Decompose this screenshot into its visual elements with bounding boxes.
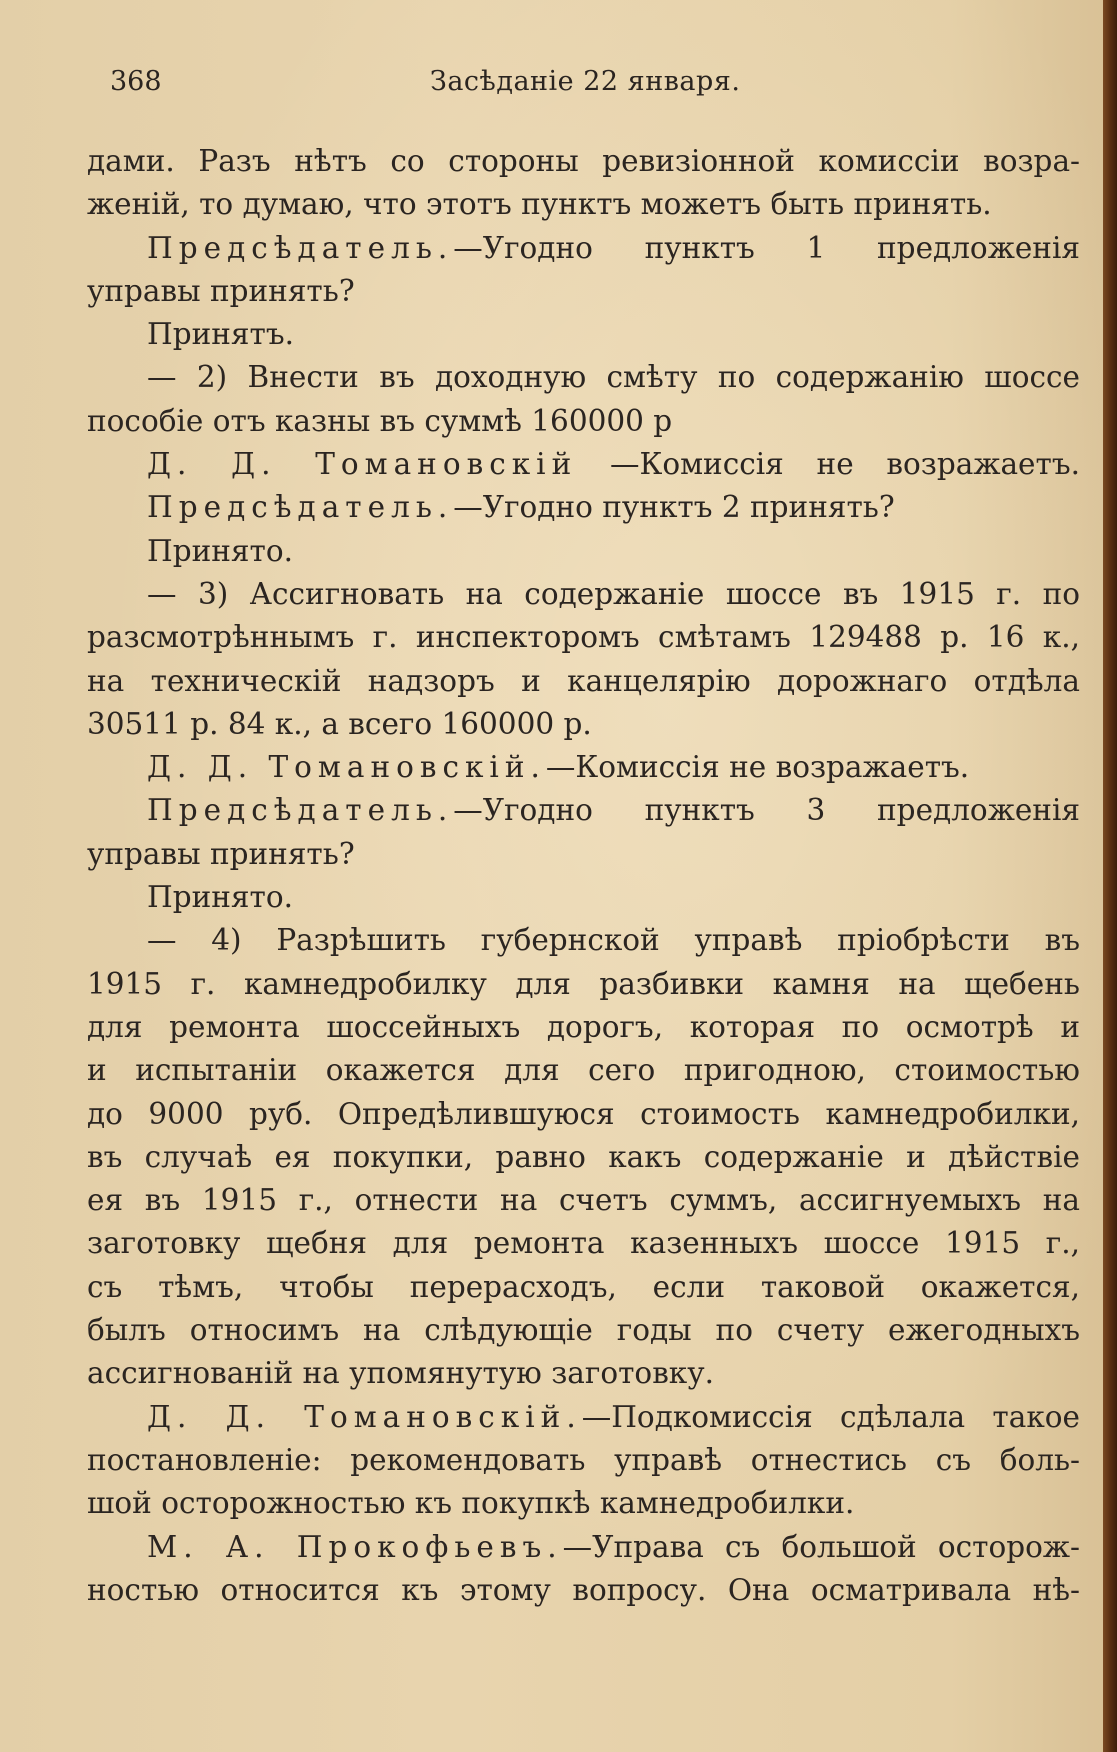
text-line-31: постановленіе: рекомендовать управѣ отнестись съ боль- xyxy=(87,1442,1080,1477)
text-line-26: заготовку щебня для ремонта казенныхъ шоссе 1915 г., xyxy=(87,1226,1080,1261)
text-line-22: и испытаніи окажется для сего пригодною, стоимостью xyxy=(87,1053,1080,1088)
text-line-25: ея въ 1915 г., отнести на счетъ суммъ, ассигнуемыхъ на xyxy=(87,1183,1080,1218)
text-line-32: шой осторожностью къ покупкѣ камнедробилки. xyxy=(87,1486,855,1521)
text-line-5: Принятъ. xyxy=(147,317,295,352)
speaker-name: Предсѣдатель. xyxy=(147,230,454,265)
text-line-1: дами. Разъ нѣтъ со стороны ревизіонной комиссіи возра- xyxy=(87,144,1080,178)
text-line-17: управы принять? xyxy=(87,836,355,871)
text-line-24: въ случаѣ ея покупки, равно какъ содержаніе и дѣйствіе xyxy=(87,1139,1080,1174)
speaker-name: Предсѣдатель. xyxy=(147,490,454,525)
text-line-6: — 2) Внести въ доходную смѣту по содержанію шоссе xyxy=(147,360,1080,395)
book-spine-edge xyxy=(1103,0,1117,1752)
text-line-20: 1915 г. камнедробилку для разбивки камня на щебень xyxy=(87,966,1080,1001)
text-line-34: ностью относится къ этому вопросу. Она осматривала нѣ- xyxy=(87,1572,1080,1607)
text-line-23: до 9000 руб. Опредѣлившуюся стоимость камнедробилки, xyxy=(87,1096,1080,1131)
text-line-7: пособіе отъ казны въ суммѣ 160000 р xyxy=(87,403,673,438)
text-line-10: Принято. xyxy=(147,533,294,568)
text-line-27: съ тѣмъ, чтобы перерасходъ, если таковой окажется, xyxy=(87,1269,1080,1304)
text-line-11: — 3) Ассигновать на содержаніе шоссе въ 1915 г. по xyxy=(147,576,1080,611)
speaker-name: М. А. Прокофьевъ. xyxy=(147,1529,563,1564)
text-line-3: Предсѣдатель.—Угодно пунктъ 1 предложенія xyxy=(147,230,1080,265)
text-line-33: М. А. Прокофьевъ.—Управа съ большой осторож- xyxy=(147,1529,1080,1564)
text-line-29: ассигнованій на упомянутую заготовку. xyxy=(87,1356,714,1391)
body-text xyxy=(87,140,1080,1612)
text-line-13: на техническій надзоръ и канцелярію дорожнаго отдѣла xyxy=(87,663,1080,698)
text-line-30: Д. Д. Томановскій.—Подкомиссія сдѣлала такое xyxy=(147,1399,1080,1434)
text-line-4: управы принять? xyxy=(87,273,355,308)
text-line-15: Д. Д. Томановскій.—Комиссія не возражаетъ. xyxy=(147,750,970,785)
speaker-name: Предсѣдатель. xyxy=(147,793,454,828)
running-title: Засѣданіе 22 января. xyxy=(430,66,741,97)
speaker-name: Д. Д. Томановскій. xyxy=(147,1399,582,1434)
text-line-16: Предсѣдатель.—Угодно пунктъ 3 предложенія xyxy=(147,793,1080,828)
page-header xyxy=(110,66,1010,110)
text-line-9: Предсѣдатель.—Угодно пунктъ 2 принять? xyxy=(147,490,895,525)
text-line-18: Принято. xyxy=(147,880,294,915)
text-line-14: 30511 р. 84 к., а всего 160000 р. xyxy=(87,706,592,741)
text-line-21: для ремонта шоссейныхъ дорогъ, которая по осмотрѣ и xyxy=(87,1009,1080,1044)
text-line-8: Д. Д. Томановскій —Комиссія не возражаетъ. xyxy=(147,447,1080,482)
text-line-28: былъ относимъ на слѣдующіе годы по счету ежегодныхъ xyxy=(87,1313,1080,1348)
text-line-2: женій, то думаю, что этотъ пунктъ можетъ быть принять. xyxy=(87,187,992,222)
speaker-name: Д. Д. Томановскій xyxy=(147,447,578,482)
speaker-name: Д. Д. Томановскій. xyxy=(147,750,546,785)
text-line-12: разсмотрѣннымъ г. инспекторомъ смѣтамъ 129488 р. 16 к., xyxy=(87,620,1080,655)
page-number: 368 xyxy=(110,66,162,97)
text-line-19: — 4) Разрѣшить губернской управѣ пріобрѣсти въ xyxy=(147,923,1080,958)
